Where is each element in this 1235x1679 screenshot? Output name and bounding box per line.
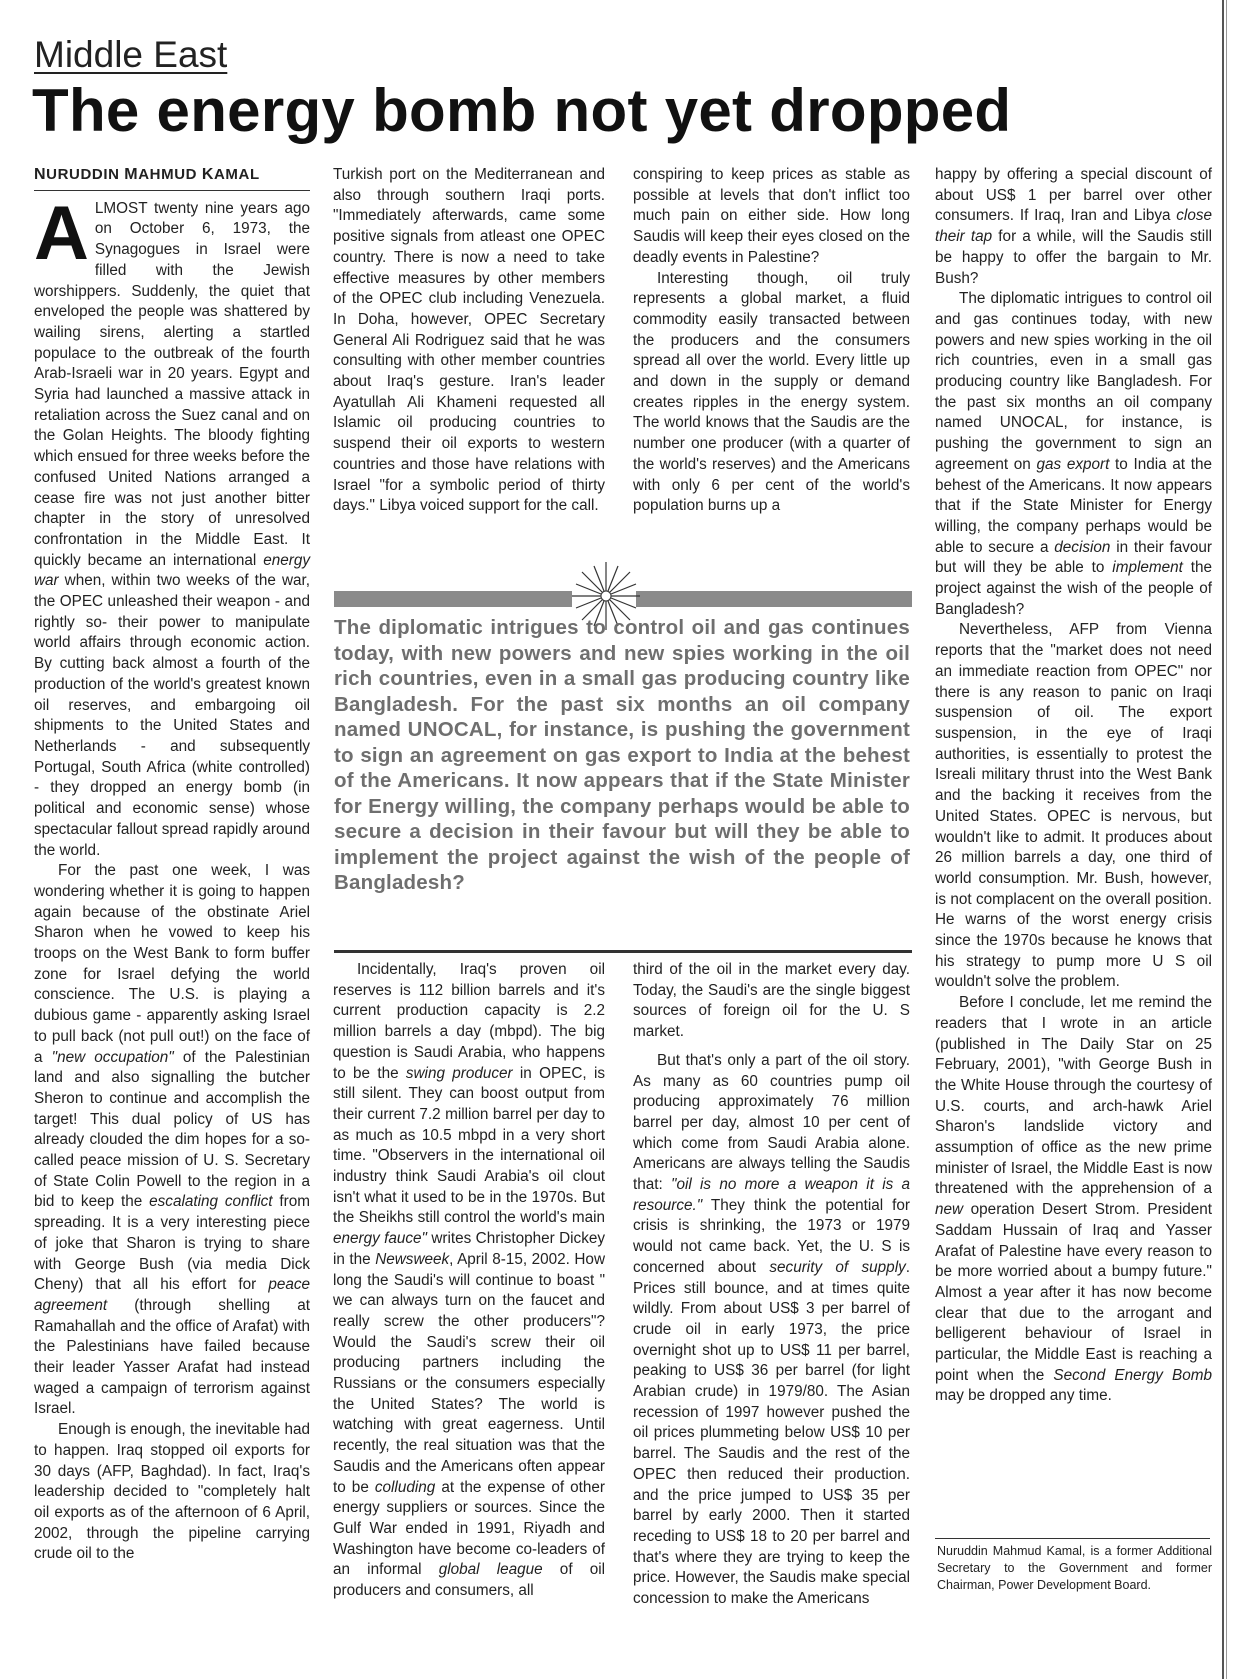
paragraph: happy by offering a special discount of about US$ 1 per barrel over other consumers. If Iraq, Iran and Libya close their tap for a while, will the Saudis still be happy to offer the bargain to Mr. Bush? xyxy=(935,166,1212,287)
pullquote-bottom-rule xyxy=(334,950,912,953)
paragraph: For the past one week, I was wondering whether it is going to happen again because of the obstinate Ariel Sharon when he vowed to keep his troops on the West Bank to form buffer zone for Israel defying the world conscience. The U.S. is playing a dubious game - apparently asking Israel to pull back (not pull out!) on the face of a "new occupation" of the Palestinian land and also signalling the butcher Sheron to continue and accomplish the target! This dual policy of US has already clouded the dim hopes for a so-called peace mission of U. S. Secretary of State Colin Powell to the region in a bid to keep the escalating conflict from spreading. It is a very interesting piece of joke that Sharon is trying to share with George Bush (via media Dick Cheny) that all his effort for peace agreement (through shelling at Ramahallah and the office of Arafat) with the Palestinians have failed because their leader Yasser Arafat had instead waged a campaign of terrorism against Israel. xyxy=(34,862,310,1418)
pullquote-rule-right xyxy=(636,591,912,607)
drop-cap: A xyxy=(34,190,89,276)
paragraph: The diplomatic intrigues to control oil and gas continues today, with new powers and new spies working in the oil rich countries, even in a small gas producing country like Bangladesh. For the past six months an oil company named UNOCAL, for instance, is pushing the government to sign an agreement on gas export to India at the behest of the Americans. It now appears that if the State Minister for Energy willing, the company perhaps would be able to secure a decision in their favour but will they be able to implement the project against the wish of the people of Bangladesh? xyxy=(935,290,1212,618)
page-edge-shadow xyxy=(1226,0,1227,1679)
section-label: Middle East xyxy=(34,34,228,75)
pullquote-rule-left xyxy=(334,591,572,607)
column-4 xyxy=(935,165,1212,1407)
pull-quote: The diplomatic intrigues to control oil and gas continues today, with new powers and new spies working in the oil rich countries, even in a small gas producing country like Bangladesh. For the past six months an oil company named UNOCAL, for instance, is pushing the government to sign an agreement on gas export to India at the behest of the Americans. It now appears that if the State Minister for Energy willing, the company perhaps would be able to secure a decision in their favour but will they be able to implement the project against the wish of the people of Bangladesh? xyxy=(334,616,910,894)
byline: NURUDDIN MAHMUD KAMAL xyxy=(34,165,310,191)
column-3-top xyxy=(633,165,910,517)
column-1 xyxy=(34,165,310,1565)
paragraph: third of the oil in the market every day. Today, the Saudi's are the single biggest sources of foreign oil for the U. S market. xyxy=(633,961,910,1041)
paragraph: Interesting though, oil truly represents a global market, a fluid commodity easily transacted between the producers and the consumers spread all over the world. Every little up and down in the supply or demand creates ripples in the energy system. The world knows that the Saudis are the number one producer (with a quarter of the world's reserves) and the Americans with only 6 per cent of the world's population burns up a xyxy=(633,269,910,515)
paragraph: Turkish port on the Mediterranean and also through southern Iraqi ports. "Immediately afterwards, came some positive signals from atleast one OPEC country. There is now a need to take effective measures by other members of the OPEC club including Venezuela. In Doha, however, OPEC Secretary General Ali Rodriguez said that he was consulting with other member countries about Iraq's gesture. Iran's leader Ayatullah Ali Khameni requested all Islamic oil producing countries to suspend their oil exports to western countries and those have relations with Israel "for a symbolic period of thirty days." Libya voiced support for the call. xyxy=(333,166,605,515)
author-note: Nuruddin Mahmud Kamal, is a former Additional Secretary to the Government and former Chairman, Power Development Board. xyxy=(937,1544,1212,1592)
paragraph: Incidentally, Iraq's proven oil reserves is 112 billion barrels and it's current production capacity is 2.2 million barrels a day (mbpd). The big question is Saudi Arabia, who happens to be the swing producer in OPEC, is still silent. They can boost output from their current 7.2 million barrel per day to as much as 10.5 mbpd in a very short time. "Observers in the international oil industry think Saudi Arabia's oil clout isn't what it used to be in the 1970s. But the Sheikhs still control the world's main energy fauce" writes Christopher Dickey in the Newsweek, April 8-15, 2002. How long the Saudi's will continue to boast " we can always turn on the faucet and really screw the other producers"? Would the Saudi's screw their oil producing partners including the Russians or the consumers especially the United States? The world is watching with great eagerness. Until recently, the real situation was that the Saudis and the Americans often appear to be colluding at the expense of other energy suppliers or sources. Since the Gulf War ended in 1991, Riyadh and Washington have become co-leaders of an informal global league of oil producers and consumers, all xyxy=(333,961,606,1600)
paragraph: ALMOST twenty nine years ago on October 6, 1973, the Synagogues in Israel were filled with the Jewish worshippers. Suddenly, the quiet that enveloped the people was shattered by wailing sirens, alerting a startled populace to the outbreak of the fourth Arab-Israeli war in 20 years. Egypt and Syria had launched a massive attack in retaliation across the Suez canal and on the Golan Heights. The bloody fighting which ensued for three weeks before the confused United Nations arranged a cease fire was not just another bitter chapter in the story of unresolved confrontation in the Middle East. It quickly became an international energy war when, within two weeks of the war, the OPEC unleashed their weapon - and rightly so- their power to manipulate world affairs through economic action. By cutting back almost a fourth of the production of the world's greatest known oil reserves, and embargoing oil shipments to the United States and Netherlands - and subsequently Portugal, South Africa (white controlled) - they dropped an energy bomb (in political and economic sense) whose spectacular fallout spread rapidly around the world. xyxy=(34,190,310,859)
paragraph: Enough is enough, the inevitable had to happen. Iraq stopped oil exports for 30 days (AFP, Baghdad). In fact, Iraq's leadership decided to "completely halt oil exports as of the afternoon of 6 April, 2002, through the pipeline carrying crude oil to the xyxy=(34,1421,310,1563)
paragraph: But that's only a part of the oil story. As many as 60 countries pump oil producing approximately 76 million barrel per day, almost 10 per cent of which come from Saudi Arabia alone. Americans are always telling the Saudis that: "oil is no more a weapon it is a resource." They think the potential for crisis is shrinking, the 1973 or 1979 would not came back. Yet, the U. S is concerned about security of supply. Prices still bounce, and at times quite wildly. From about US$ 3 per barrel of crude oil in early 1973, the price overnight shot up to US$ 11 per barrel, peaking to US$ 36 per barrel (for light Arabian crude) in 1979/80. The Asian recession of 1997 however pushed the oil prices plummeting below US$ 10 per barrel. The Saudis and the rest of the OPEC then reduced their production. and the price jumped to US$ 35 per barrel by early 2000. Then it started receding to US$ 18 to 20 per barrel and that's where they are trying to keep the price. However, the Saudis make special concession to make the Americans xyxy=(633,1051,911,1608)
paragraph: conspiring to keep prices as stable as possible at levels that don't inflict too much pain on either side. How long Saudis will keep their eyes closed on the deadly events in Palestine? xyxy=(633,166,910,266)
column-3-bottom xyxy=(633,960,910,1610)
author-note-rule xyxy=(935,1538,1210,1539)
paragraph: Nevertheless, AFP from Vienna reports that the "market does not need an immediate reaction from OPEC" nor there is any reason to panic on Iraqi suspension of oil. The export suspension, in the eye of Iraqi authorities, is essentially to protest the Isreali military thrust into the West Bank and the backing it receives from the United States. OPEC is nervous, but wouldn't like to admit. It produces about 26 million barrels a day, one third of world consumption. Mr. Bush, however, is not complacent on the overall position. He warns of the worst energy crisis since the 1970s because he knows that his strategy to pump more U S oil wouldn't solve the problem. xyxy=(935,621,1212,991)
headline: The energy bomb not yet dropped xyxy=(32,77,1012,144)
column-2-top xyxy=(333,165,605,517)
column-2-bottom xyxy=(333,960,605,1602)
paragraph: Before I conclude, let me remind the readers that I wrote in an article (published in The Daily Star on 25 February, 2001), "with George Bush in the White House through the courtesy of U.S. courts, and arch-hawk Ariel Sharon's landslide victory and assumption of office as the new prime minister of Israel, the Middle East is now threatened with the apprehension of a new operation Desert Strom. President Saddam Hussain of Iraq and Yasser Arafat of Palestine have every reason to be more worried about a bumpy future." Almost a year after it has now become clear that due to the arrogant and belligerent behaviour of Israel in particular, the Middle East is reaching a point when the Second Energy Bomb may be dropped any time. xyxy=(935,994,1212,1405)
